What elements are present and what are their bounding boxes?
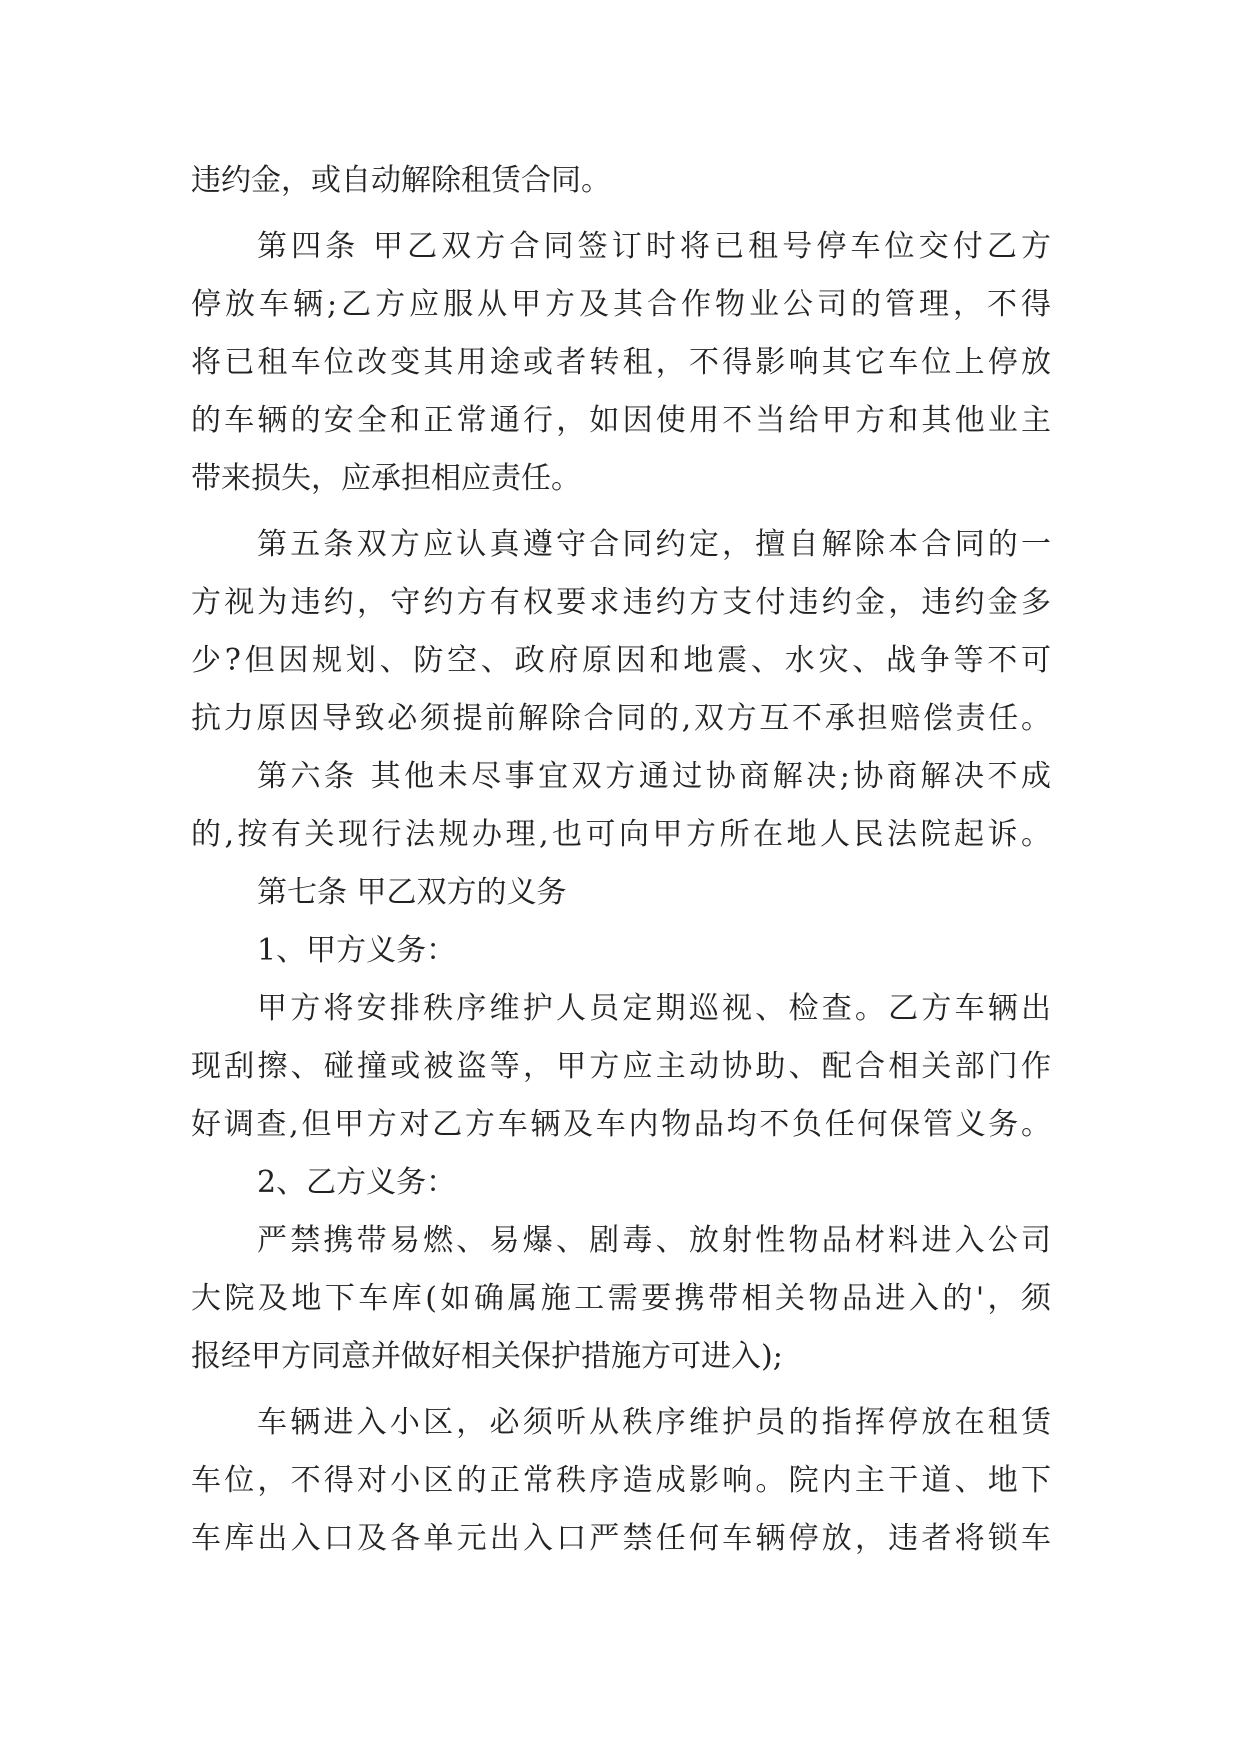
text-line: 带来损失，应承担相应责任。	[191, 461, 581, 496]
text-line: 甲方将安排秩序维护人员定期巡视、检查。乙方车辆出	[257, 991, 1051, 1026]
text-line: 停放车辆;乙方应服从甲方及其合作物业公司的管理，不得	[191, 287, 1051, 322]
text-line: 将已租车位改变其用途或者转租，不得影响其它车位上停放	[191, 345, 1051, 380]
text-line: 抗力原因导致必须提前解除合同的,双方互不承担赔偿责任。	[191, 701, 1051, 736]
text-line: 第七条 甲乙双方的义务	[257, 875, 567, 910]
text-line: 的车辆的安全和正常通行，如因使用不当给甲方和其他业主	[191, 403, 1051, 438]
text-line: 第四条 甲乙双方合同签订时将已租号停车位交付乙方	[257, 229, 1051, 264]
text-line: 方视为违约，守约方有权要求违约方支付违约金，违约金多	[191, 585, 1051, 620]
text-line: 车位，不得对小区的正常秩序造成影响。院内主干道、地下	[191, 1463, 1051, 1498]
text-line: 大院及地下车库(如确属施工需要携带相关物品进入的'，须	[191, 1281, 1051, 1316]
text-line: 第六条 其他未尽事宜双方通过协商解决;协商解决不成	[257, 759, 1051, 794]
document-body	[191, 152, 1051, 1568]
text-line: 车库出入口及各单元出入口严禁任何车辆停放，违者将锁车	[191, 1521, 1051, 1556]
text-line: 第五条双方应认真遵守合同约定，擅自解除本合同的一	[257, 527, 1051, 562]
text-line: 车辆进入小区，必须听从秩序维护员的指挥停放在租赁	[257, 1405, 1051, 1440]
text-line: 2、乙方义务：	[257, 1165, 457, 1200]
text-line: 1、甲方义务：	[257, 933, 457, 968]
text-line: 违约金，或自动解除租赁合同。	[191, 163, 611, 198]
text-line: 严禁携带易燃、易爆、剧毒、放射性物品材料进入公司	[257, 1223, 1051, 1258]
text-line: 少?但因规划、防空、政府原因和地震、水灾、战争等不可	[191, 643, 1051, 678]
text-line: 的,按有关现行法规办理,也可向甲方所在地人民法院起诉。	[191, 817, 1051, 852]
text-line: 好调查,但甲方对乙方车辆及车内物品均不负任何保管义务。	[191, 1107, 1051, 1142]
text-line: 现刮擦、碰撞或被盗等，甲方应主动协助、配合相关部门作	[191, 1049, 1051, 1084]
text-line: 报经甲方同意并做好相关保护措施方可进入);	[191, 1339, 783, 1374]
